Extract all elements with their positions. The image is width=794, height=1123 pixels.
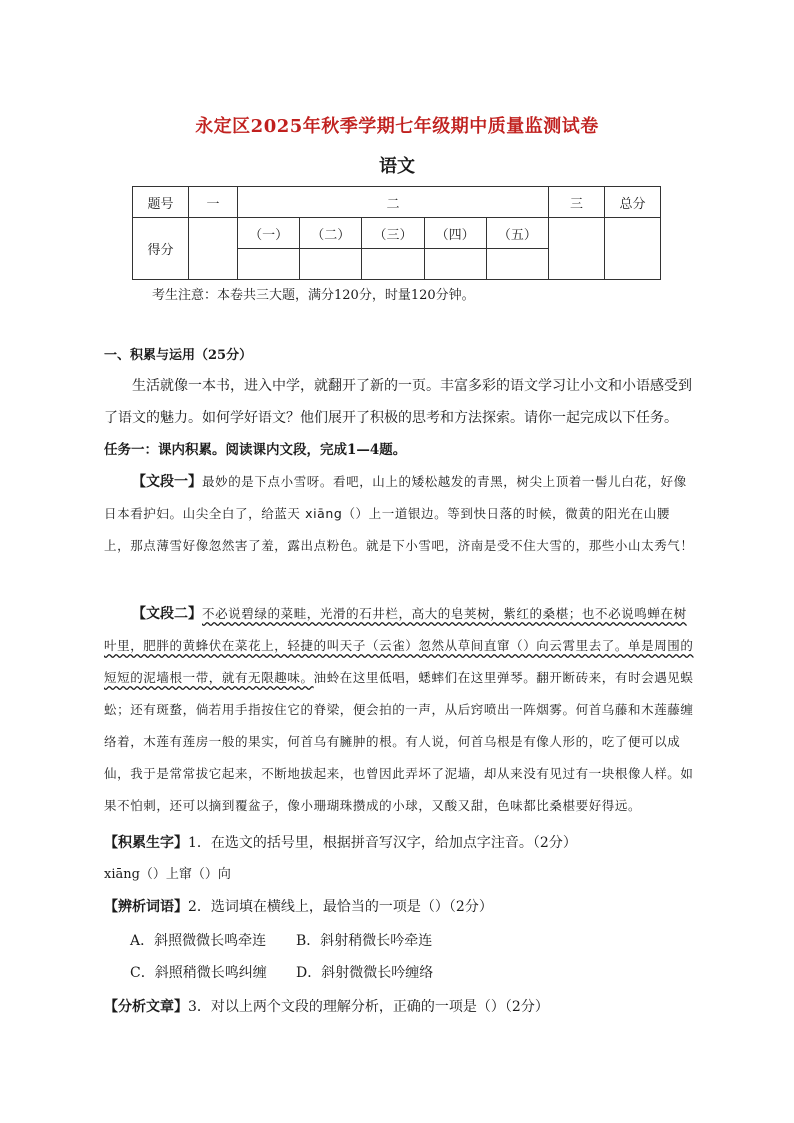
- question-1-fill: xiāng（）上窜（）向: [104, 867, 231, 882]
- col-total: 总分: [605, 187, 661, 218]
- question-1: [104, 827, 694, 859]
- question-1-label: 【积累生字】: [104, 835, 188, 851]
- score-table: [132, 186, 661, 280]
- intro-paragraph: 生活就像一本书，进入中学，就翻开了新的一页。丰富多彩的语文学习让小文和小语感受到了语文的魅力。如何学好语文？他们展开了积极的思考和方法探索。请你一起完成以下任务。: [104, 378, 692, 426]
- section-heading: 一、积累与运用（25分）: [104, 348, 253, 363]
- question-3-label: 【分析文章】: [104, 999, 188, 1015]
- score-cell-total: [605, 218, 661, 280]
- sub-col-3: （三）: [362, 218, 424, 249]
- sub-col-2: （二）: [300, 218, 362, 249]
- col-2: 二: [238, 187, 549, 218]
- exam-notice: 考生注意：本卷共三大题，满分120分，时量120分钟。: [152, 288, 475, 303]
- passage-1-label: 【文段一】: [132, 474, 202, 490]
- score-cell-3: [549, 218, 605, 280]
- passage-2-label: 【文段二】: [132, 606, 202, 622]
- question-2-label: 【辨析词语】: [104, 899, 188, 915]
- passage-2-text: 油蛉在这里低唱，蟋蟀们在这里弹琴。翻开断砖来，有时会遇见蜈蚣；还有斑蝥，倘若用手指按住它的脊梁，便会拍的一声，从后窍喷出一阵烟雾。何首乌藤和木莲藤缠络着，木莲有莲房一般的果实，何首乌有臃肿的根。有人说，何首乌根是有像人形的，吃了便可以成仙，我于是常常拔它起来，不断地拔起来，也曾因此弄坏了泥墙，却从来没有见过有一块根像人样。如果不怕刺，还可以摘到覆盆子，像小珊瑚珠攒成的小球，又酸又甜，色味都比桑椹要好得远。: [104, 670, 694, 813]
- question-2-options-row-1: [130, 930, 462, 950]
- score-cell-2-5: [486, 249, 548, 280]
- option-d: D．斜射微微长吟缠络: [296, 965, 434, 981]
- question-2: [104, 891, 694, 923]
- score-cell-2-1: [238, 249, 300, 280]
- sub-col-1: （一）: [238, 218, 300, 249]
- subject-title: 语文: [379, 156, 415, 177]
- task-heading: 任务一：课内积累。阅读课内文段，完成1—4题。: [104, 442, 407, 458]
- label-tihao: 题号: [133, 187, 189, 218]
- sub-col-4: （四）: [424, 218, 486, 249]
- option-c: C．斜照稍微长鸣纠缠: [130, 965, 267, 981]
- option-a: A．斜照微微长鸣牵连: [130, 933, 267, 949]
- passage-2: [104, 598, 694, 822]
- passage-2-underlined: 不必说碧绿的菜畦，光滑的石井栏，高大的皂荚树，紫红的桑椹；也不必说鸣蝉在树叶里，肥胖的黄蜂伏在菜花上，轻捷的叫天子（云雀）忽然从草间直窜（）向云霄里去了。单是周围的短短的泥墙根一带，就有无限趣味。: [104, 606, 694, 685]
- question-3-text: 3．对以上两个文段的理解分析，正确的一项是（）（2分）: [188, 999, 549, 1015]
- score-cell-2-2: [300, 249, 362, 280]
- passage-1: [104, 466, 694, 562]
- col-1: 一: [189, 187, 238, 218]
- question-2-text: 2．选词填在横线上，最恰当的一项是（）（2分）: [188, 899, 493, 915]
- score-cell-2-3: [362, 249, 424, 280]
- label-defen: 得分: [133, 218, 189, 280]
- question-2-options-row-2: [130, 962, 462, 982]
- question-3: [104, 991, 694, 1023]
- score-cell-2-4: [424, 249, 486, 280]
- question-1-text: 1．在选文的括号里，根据拼音写汉字，给加点字注音。（2分）: [188, 835, 577, 851]
- score-cell-1: [189, 218, 238, 280]
- col-3: 三: [549, 187, 605, 218]
- sub-col-5: （五）: [486, 218, 548, 249]
- exam-title: 永定区2025年秋季学期七年级期中质量监测试卷: [195, 116, 599, 137]
- option-b: B．斜射稍微长吟牵连: [296, 933, 433, 949]
- passage-1-text: 最妙的是下点小雪呀。看吧，山上的矮松越发的青黑，树尖上顶着一髻儿白花，好像日本看护妇。山尖全白了，给蓝天 xiāng（）上一道银边。等到快日落的时候，微黄的阳光在山腰上，那点薄雪好像忽然害了羞，露出点粉色。就是下小雪吧，济南是受不住大雪的，那些小山太秀气！: [104, 474, 694, 553]
